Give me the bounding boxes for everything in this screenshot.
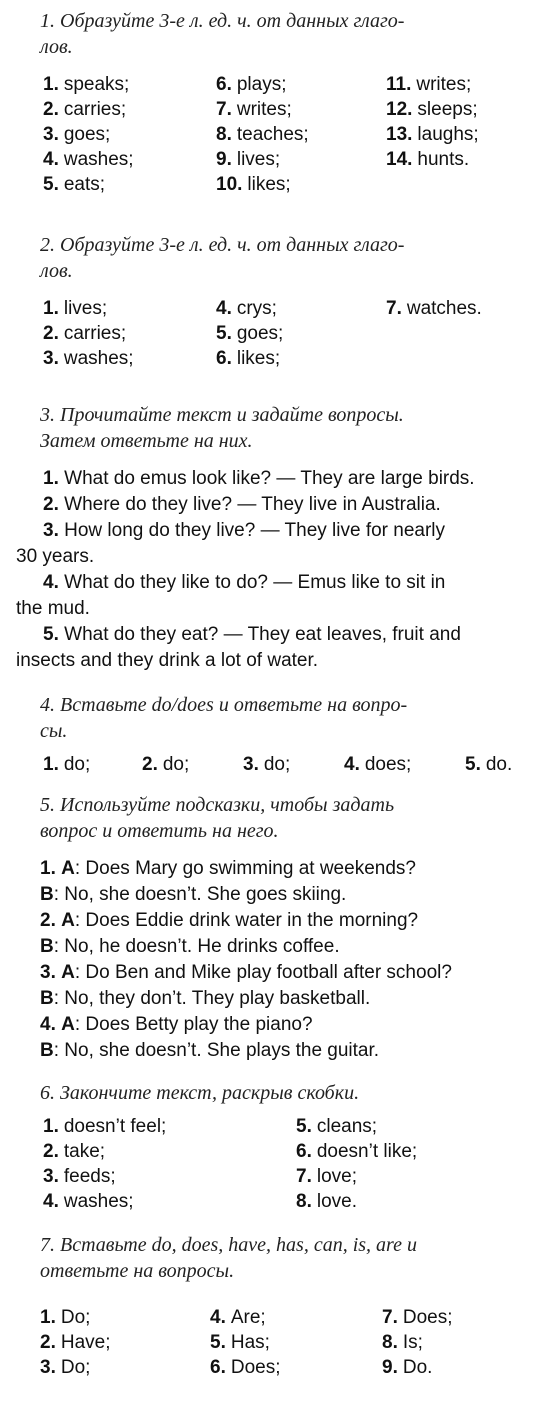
dialogue-line: 3. A: Do Ben and Mike play football after school? xyxy=(40,962,452,983)
list-item: 14. hunts. xyxy=(386,149,470,170)
list-item: 2. take; xyxy=(43,1141,106,1162)
text-line: 30 years. xyxy=(16,546,95,567)
list-item: 2. carries; xyxy=(43,323,127,344)
list-item: 1. lives; xyxy=(43,298,108,319)
dialogue-line: B: No, he doesn’t. He drinks coffee. xyxy=(40,936,340,957)
dialogue-line: 4. A: Does Betty play the piano? xyxy=(40,1014,313,1035)
text-line: insects and they drink a lot of water. xyxy=(16,650,319,671)
dialogue-line: 1. A: Does Mary go swimming at weekends? xyxy=(40,858,416,879)
list-item: 4. Are; xyxy=(210,1307,266,1328)
exercise-2-title-line1: 2. Образуйте 3-е л. ед. ч. от данных глаго- xyxy=(40,234,405,256)
list-item: 3. washes; xyxy=(43,348,134,369)
list-item: 12. sleeps; xyxy=(386,99,478,120)
dialogue-line: B: No, they don’t. They play basketball. xyxy=(40,988,371,1009)
dialogue-line: B: No, she doesn’t. She goes skiing. xyxy=(40,884,347,905)
text-line: the mud. xyxy=(16,598,90,619)
exercise-2-title-line2: лов. xyxy=(40,260,73,282)
list-item: 5. do. xyxy=(465,754,513,775)
list-item: 3. do; xyxy=(243,754,291,775)
list-item: 4. washes; xyxy=(43,149,134,170)
list-item: 1. speaks; xyxy=(43,74,130,95)
list-item: 6. likes; xyxy=(216,348,281,369)
list-item: 3. goes; xyxy=(43,124,111,145)
list-item: 5. cleans; xyxy=(296,1116,378,1137)
list-item: 7. Does; xyxy=(382,1307,453,1328)
list-item: 10. likes; xyxy=(216,174,291,195)
exercise-6-title: 6. Закончите текст, раскрыв скобки. xyxy=(40,1082,360,1104)
list-item: 1. do; xyxy=(43,754,91,775)
list-item: 13. laughs; xyxy=(386,124,479,145)
text-line: 1. What do emus look like? — They are large birds. xyxy=(43,468,475,489)
list-item: 2. carries; xyxy=(43,99,127,120)
list-item: 1. doesn’t feel; xyxy=(43,1116,167,1137)
exercise-4-title-line1: 4. Вставьте do/does и ответьте на вопро- xyxy=(40,694,408,716)
exercise-1-title-line2: лов. xyxy=(40,36,73,58)
list-item: 5. eats; xyxy=(43,174,106,195)
list-item: 4. washes; xyxy=(43,1191,134,1212)
exercise-7-title-line1: 7. Вставьте do, does, have, has, can, is, are и xyxy=(40,1234,417,1256)
list-item: 8. Is; xyxy=(382,1332,423,1353)
list-item: 7. writes; xyxy=(216,99,292,120)
text-line: 4. What do they like to do? — Emus like to sit in xyxy=(43,572,446,593)
exercise-4-title-line2: сы. xyxy=(40,720,68,742)
exercise-3-title-line2: Затем ответьте на них. xyxy=(40,430,253,452)
list-item: 7. love; xyxy=(296,1166,357,1187)
list-item: 6. doesn’t like; xyxy=(296,1141,418,1162)
dialogue-line: B: No, she doesn’t. She plays the guitar. xyxy=(40,1040,380,1061)
text-line: 3. How long do they live? — They live for nearly xyxy=(43,520,446,541)
list-item: 2. do; xyxy=(142,754,190,775)
list-item: 4. crys; xyxy=(216,298,277,319)
list-item: 6. Does; xyxy=(210,1357,281,1378)
text-line: 5. What do they eat? — They eat leaves, fruit and xyxy=(43,624,461,645)
list-item: 3. feeds; xyxy=(43,1166,116,1187)
list-item: 5. goes; xyxy=(216,323,284,344)
list-item: 9. lives; xyxy=(216,149,281,170)
list-item: 7. watches. xyxy=(386,298,482,319)
dialogue-line: 2. A: Does Eddie drink water in the morning? xyxy=(40,910,419,931)
list-item: 11. writes; xyxy=(386,74,472,95)
list-item: 5. Has; xyxy=(210,1332,270,1353)
list-item: 2. Have; xyxy=(40,1332,111,1353)
exercise-5-title-line1: 5. Используйте подсказки, чтобы задать xyxy=(40,794,395,816)
exercise-1-title-line1: 1. Образуйте 3-е л. ед. ч. от данных глаго- xyxy=(40,10,405,32)
list-item: 1. Do; xyxy=(40,1307,91,1328)
exercise-3-title-line1: 3. Прочитайте текст и задайте вопросы. xyxy=(40,404,404,426)
list-item: 8. teaches; xyxy=(216,124,309,145)
list-item: 9. Do. xyxy=(382,1357,433,1378)
text-line: 2. Where do they live? — They live in Australia. xyxy=(43,494,441,515)
exercise-5-title-line2: вопрос и ответить на него. xyxy=(40,820,279,842)
list-item: 8. love. xyxy=(296,1191,357,1212)
exercise-7-title-line2: ответьте на вопросы. xyxy=(40,1260,235,1282)
list-item: 6. plays; xyxy=(216,74,287,95)
list-item: 4. does; xyxy=(344,754,412,775)
list-item: 3. Do; xyxy=(40,1357,91,1378)
